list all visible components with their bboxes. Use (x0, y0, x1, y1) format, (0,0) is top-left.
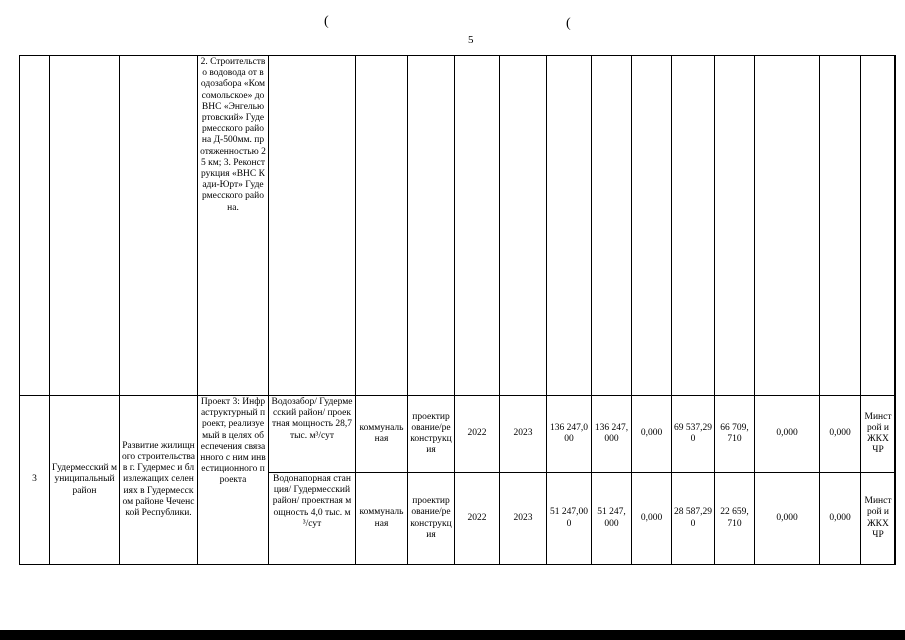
value-cell: 0,000 (632, 396, 672, 473)
type-cell: коммунальная (356, 396, 408, 473)
cell-empty (861, 56, 896, 396)
scan-edge-line (894, 55, 896, 565)
cell-empty (50, 56, 120, 396)
total-cell: 136 247,000 (547, 396, 592, 473)
total2-cell: 51 247, 000 (592, 473, 632, 565)
start-year-cell: 2022 (455, 396, 500, 473)
value-cell: 28 587,290 (672, 473, 715, 565)
project-cell: Проект 3: Инфраструктурный проект, реализуемый в целях обеспечения связанного с ним инвестиционного проекта (198, 396, 269, 565)
cell-empty (672, 56, 715, 396)
scan-bottom-bar (0, 630, 905, 640)
cell-empty (500, 56, 547, 396)
value-cell: 66 709, 710 (715, 396, 755, 473)
table-row (20, 396, 896, 473)
table-row (20, 56, 896, 396)
cell-empty (455, 56, 500, 396)
value-cell: 0,000 (755, 473, 820, 565)
total2-cell: 136 247, 000 (592, 396, 632, 473)
object-cell: Водозабор/ Гудермесский район/ проектная мощность 28,7тыс. м³/сут (269, 396, 356, 473)
projects-table (19, 55, 896, 565)
cell-empty (592, 56, 632, 396)
cell-empty (20, 56, 50, 396)
scan-mark-left: ( (324, 14, 329, 29)
end-year-cell: 2023 (500, 473, 547, 565)
scan-mark-right: ( (566, 16, 571, 31)
cell-empty (408, 56, 455, 396)
cell-empty (547, 56, 592, 396)
row-number-cell: 3 (20, 396, 50, 565)
object-cell: Водонапорная станция/ Гудермесский район/ проектная мощность 4,0 тыс. м³/сут (269, 473, 356, 565)
type-cell: коммунальная (356, 473, 408, 565)
value-cell: 0,000 (820, 473, 861, 565)
total-cell: 51 247,000 (547, 473, 592, 565)
end-year-cell: 2023 (500, 396, 547, 473)
cell-empty (632, 56, 672, 396)
cell-empty (715, 56, 755, 396)
executor-cell: Минстрой и ЖКХ ЧР (861, 396, 896, 473)
district-cell: Гудермесский муниципальный район (50, 396, 120, 565)
cell-empty (820, 56, 861, 396)
value-cell: 0,000 (820, 396, 861, 473)
stage-cell: проектирование/реконструкция (408, 473, 455, 565)
project-continuation-cell: 2. Строительство водовода от водозабора «Комсомольское» до ВНС «Энгельюртовский» Гудермесского района Д-500мм. протяженностью 25 км; 3. Реконструкция «ВНС Кади-Юрт» Гудермесского района. (198, 56, 269, 396)
start-year-cell: 2022 (455, 473, 500, 565)
value-cell: 0,000 (632, 473, 672, 565)
cell-empty (269, 56, 356, 396)
program-cell: Развитие жилищного строительства в г. Гудермес и близлежащих селениях в Гудермесском районе Чеченской Республики. (120, 396, 198, 565)
value-cell: 69 537,290 (672, 396, 715, 473)
cell-empty (755, 56, 820, 396)
cell-empty (120, 56, 198, 396)
value-cell: 22 659, 710 (715, 473, 755, 565)
page-number: 5 (468, 34, 474, 46)
stage-cell: проектирование/реконструкция (408, 396, 455, 473)
value-cell: 0,000 (755, 396, 820, 473)
executor-cell: Минстрой и ЖКХ ЧР (861, 473, 896, 565)
cell-empty (356, 56, 408, 396)
